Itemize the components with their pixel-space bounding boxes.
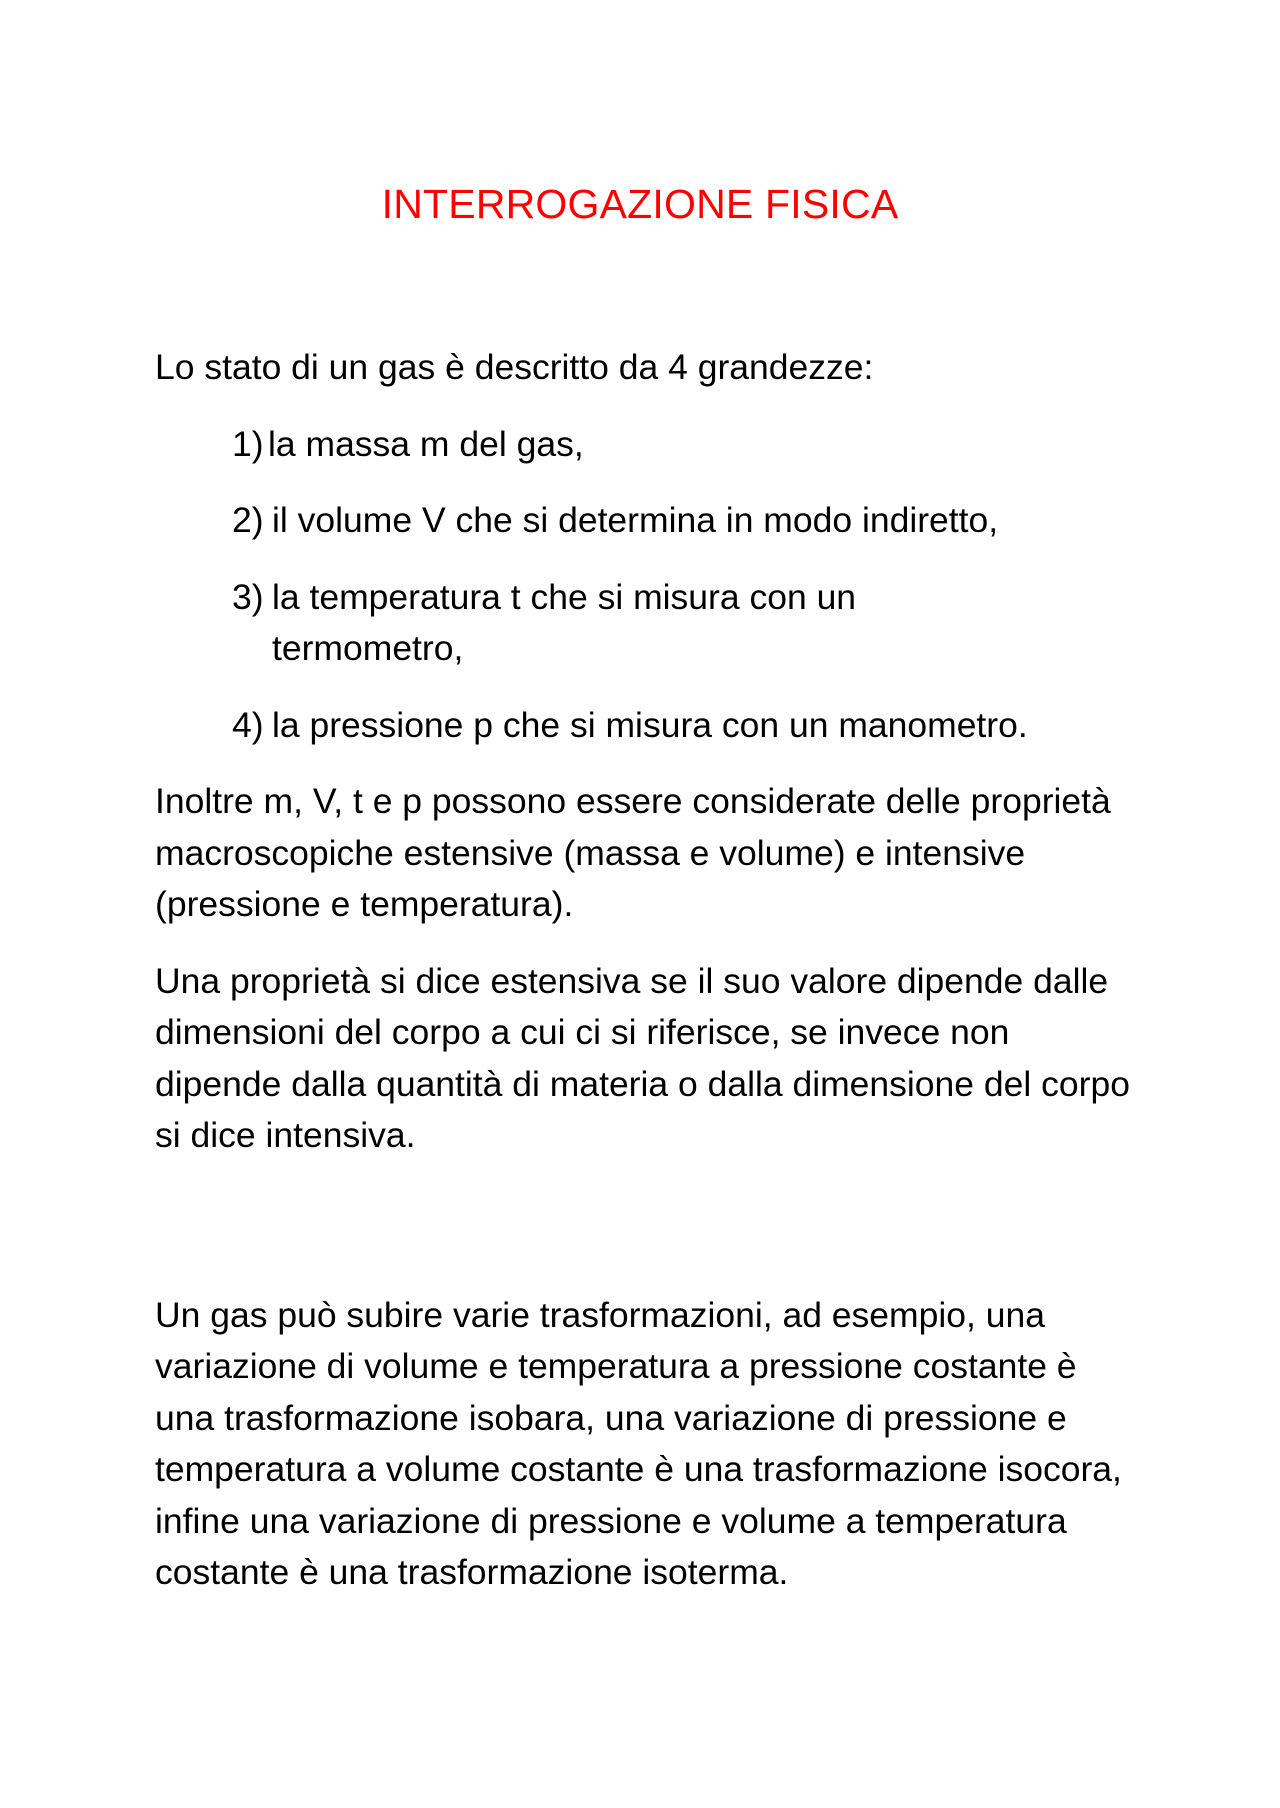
list-item (155, 419, 1165, 471)
page-title: INTERROGAZIONE FISICA (381, 181, 899, 227)
transformations-paragraph: Un gas può subire varie trasformazioni, ad esempio, una variazione di volume e temperatura a pressione costante è una trasformazione isobara, una variazione di pressione e temperatura a volume costante è una trasformazione isocora, infine una variazione di pressione e volume a temperatura costante è una trasformazione isoterma. (155, 1294, 1122, 1592)
quantities-list (155, 419, 1165, 752)
list-item-number: 4) (232, 704, 264, 745)
list-item-number: 2) (232, 500, 264, 540)
list-item (155, 495, 1165, 547)
list-item-text: il volume V che si determina in modo indiretto, (272, 500, 999, 540)
list-item-text: la massa m del gas, (268, 423, 584, 464)
extensive-intensive-paragraph: Una proprietà si dice estensiva se il suo valore dipende dalle dimensioni del corpo a cui ci si riferisce, se invece non dipende dalla quantità di materia o dalla dimensione del corpo si dice intensiva. (155, 960, 1130, 1155)
list-item-number: 3) (232, 576, 264, 617)
intro-paragraph: Lo stato di un gas è descritto da 4 grandezze: (155, 347, 874, 387)
list-item (155, 700, 1165, 752)
document-body (155, 342, 1165, 1599)
list-item (155, 572, 922, 675)
properties-paragraph: Inoltre m, V, t e p possono essere considerate delle proprietà macroscopiche estensive (massa e volume) e intensive (pressione e temperatura). (155, 781, 1111, 924)
list-item-text: la pressione p che si misura con un manometro. (272, 704, 1028, 745)
list-item-number: 1) (232, 423, 264, 464)
list-item-text: la temperatura t che si misura con un termometro, (272, 576, 857, 668)
